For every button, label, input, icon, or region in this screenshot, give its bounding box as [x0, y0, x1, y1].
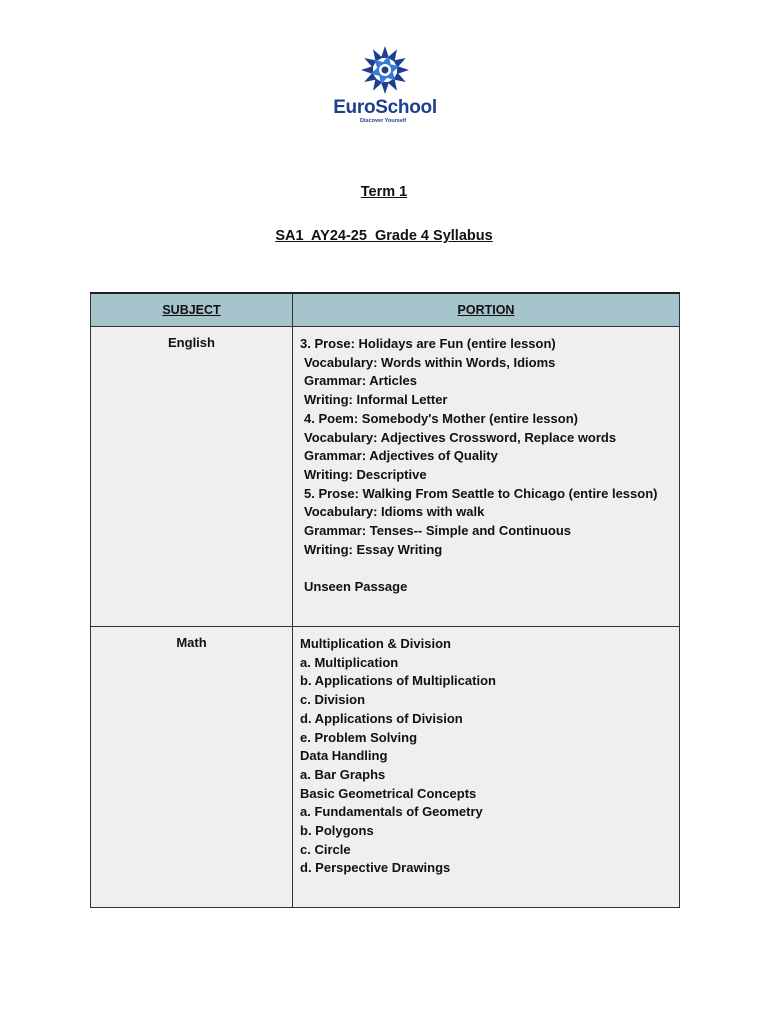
portion-line: Vocabulary: Adjectives Crossword, Replace words: [304, 429, 617, 445]
portion-line: c. Circle: [300, 841, 351, 857]
portion-line: e. Problem Solving: [300, 729, 418, 745]
portion-line: Vocabulary: Idioms with walk: [304, 504, 485, 520]
portion-line: a. Fundamentals of Geometry: [300, 804, 483, 820]
portion-line: 5. Prose: Walking From Seattle to Chicago (entire lesson): [304, 485, 658, 501]
portion-line: Data Handling: [300, 748, 388, 764]
portion-line: Grammar: Adjectives of Quality: [304, 448, 498, 464]
star-flower-icon: [359, 44, 411, 96]
column-header-subject: SUBJECT: [91, 293, 293, 327]
portion-line: b. Polygons: [300, 823, 374, 839]
portion-line: c. Division: [300, 692, 366, 708]
portion-line: d. Perspective Drawings: [300, 860, 451, 876]
portion-line: Unseen Passage: [304, 579, 408, 595]
syllabus-table: [90, 292, 680, 908]
portion-line: Multiplication & Division: [300, 636, 451, 651]
portion-line: b. Applications of Multiplication: [300, 673, 496, 689]
subject-cell-math: Math: [91, 627, 293, 908]
portion-line: a. Multiplication: [300, 654, 399, 670]
logo-wordmark: EuroSchool: [333, 97, 437, 118]
euroschool-logo: [330, 44, 440, 134]
portion-line: Grammar: Articles: [304, 373, 417, 389]
portion-blank-line: [300, 559, 673, 578]
page-title: SA1 AY24-25 Grade 4 Syllabus: [275, 228, 493, 244]
portion-line: Writing: Essay Writing: [304, 541, 443, 557]
table-row-english: [91, 327, 680, 627]
term-heading: Term 1: [360, 184, 408, 200]
column-header-portion: PORTION: [293, 293, 680, 327]
portion-line: d. Applications of Division: [300, 710, 463, 726]
portion-line: 4. Poem: Somebody's Mother (entire lesson): [304, 410, 578, 426]
portion-line: Grammar: Tenses-- Simple and Continuous: [304, 523, 572, 539]
subject-cell-english: English: [91, 327, 293, 627]
table-header-row: [91, 293, 680, 327]
portion-line: a. Bar Graphs: [300, 766, 386, 782]
portion-cell-math: [293, 627, 680, 908]
portion-line: 3. Prose: Holidays are Fun (entire lesson): [300, 336, 556, 351]
table-row-math: [91, 627, 680, 908]
portion-line: Vocabulary: Words within Words, Idioms: [304, 354, 556, 370]
portion-line: Writing: Descriptive: [304, 466, 427, 482]
portion-cell-english: [293, 327, 680, 627]
portion-line: Writing: Informal Letter: [304, 392, 448, 408]
logo-tagline: Discover Yourself: [360, 118, 407, 124]
portion-line: Basic Geometrical Concepts: [300, 785, 477, 801]
